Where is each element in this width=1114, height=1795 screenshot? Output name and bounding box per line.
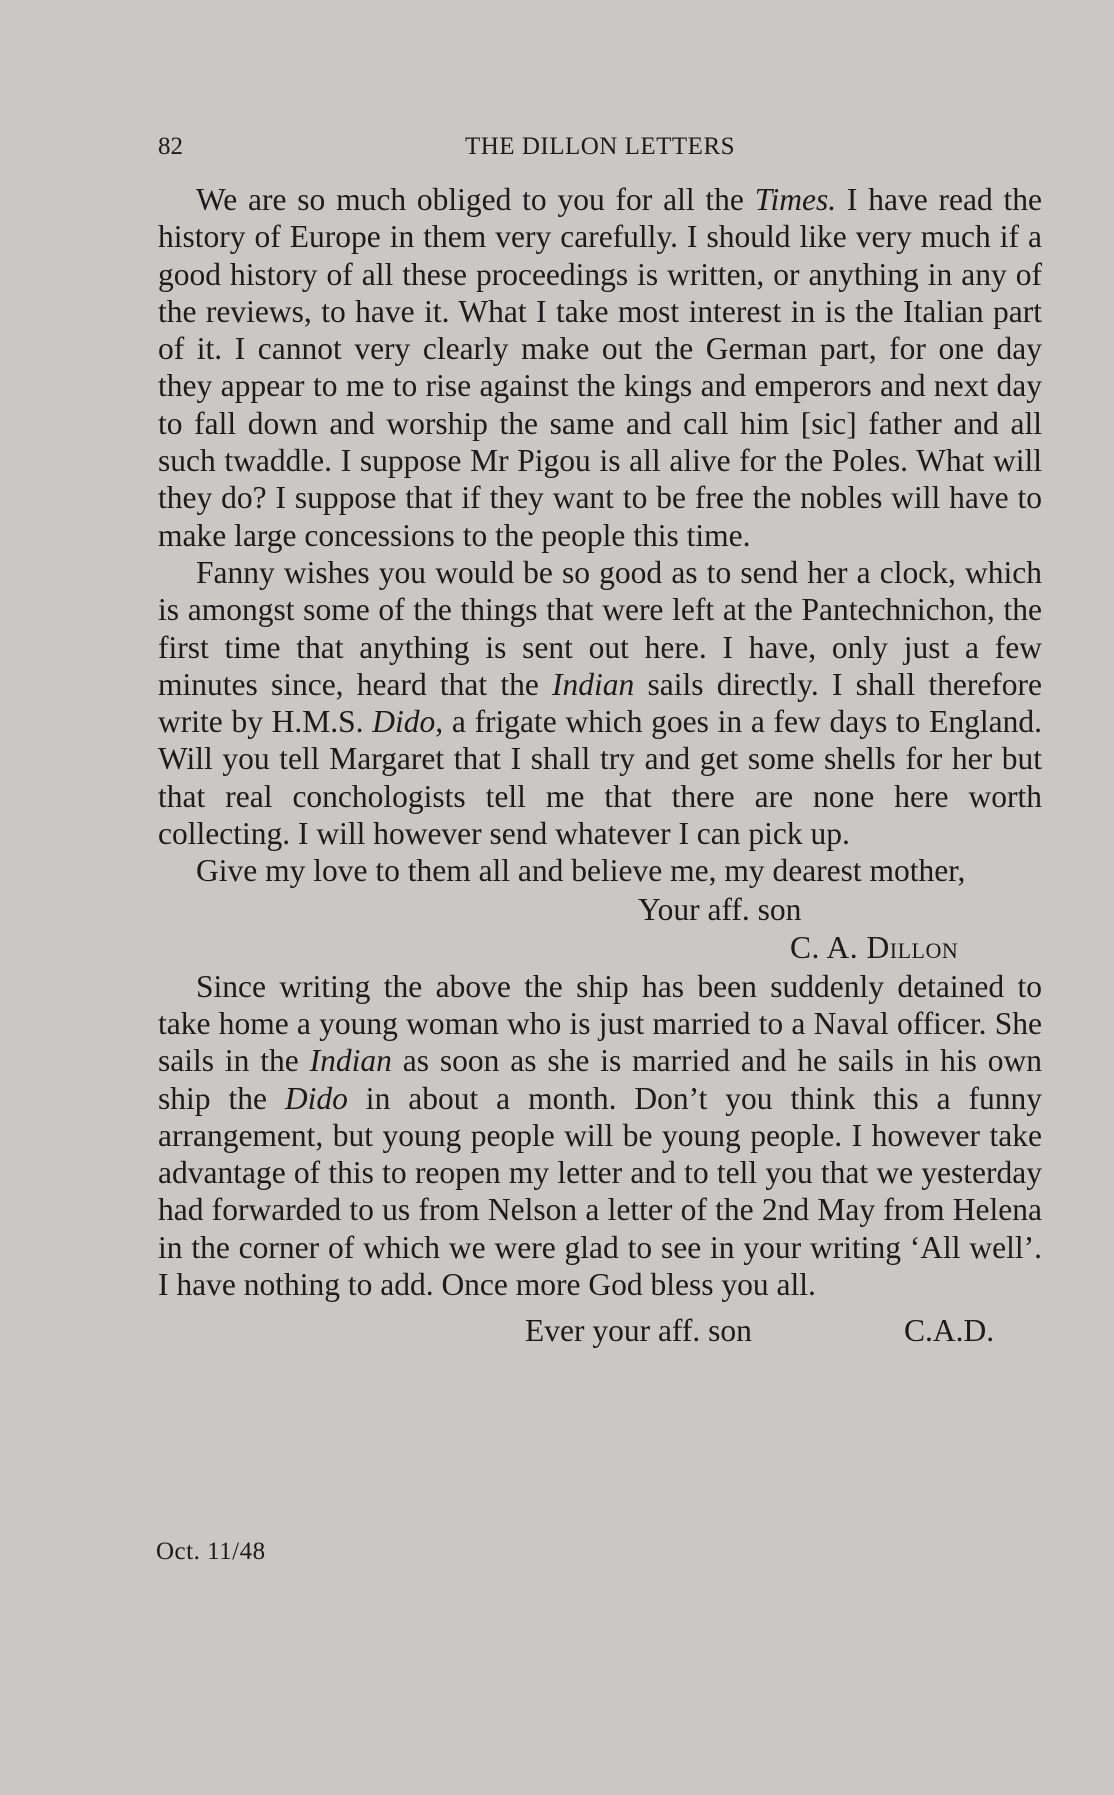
signature: C. A. Dillon xyxy=(790,929,959,965)
paragraph-2 xyxy=(158,554,1042,852)
running-header xyxy=(158,131,1042,163)
final-valediction: Ever your aff. son xyxy=(525,1313,752,1349)
postscript-text-b: as soon as she is married and he sails in his own ship the xyxy=(158,1043,1042,1116)
paragraph-2-text-b: sails directly. I shall therefore write by H.M.S. xyxy=(158,666,1043,740)
paragraph-1-text-a: We are so much obliged to you for all the xyxy=(196,182,755,217)
indian-italic: Indian xyxy=(552,666,635,702)
postscript-paragraph xyxy=(158,968,1042,1304)
dido-italic: Dido, xyxy=(372,704,444,740)
final-initials: C.A.D. xyxy=(904,1313,995,1349)
letter-date: Oct. 11/48 xyxy=(156,1538,266,1565)
valediction: Your aff. son xyxy=(638,891,802,927)
paragraph-2-text-a: Fanny wishes you would be so good as to send her a clock, which is amongst some of the things that were left at the Pantechnichon, the first time that anything is sent out here. I have, only just a few minutes since, heard that the xyxy=(158,554,1042,702)
paragraph-1 xyxy=(158,181,1042,554)
page-number: 82 xyxy=(158,133,183,160)
running-title: THE DILLON LETTERS xyxy=(464,133,736,160)
paragraph-2-text-c: a frigate which goes in a few days to England. Will you tell Margaret that I shall try and get some shells for her but that real conchologists tell me that there are none here worth collecting. I will however send whatever I can pick up. xyxy=(158,704,1042,852)
postscript-text-a: Since writing the above the ship has been suddenly detained to take home a young woman who is just married to a Naval officer. She sails in the xyxy=(158,968,1042,1079)
postscript-text-c: in about a month. Don’t you think this a funny arrangement, but young people will be young people. I however take advantage of this to reopen my letter and to tell you that we yesterday had forwarded to us from Nelson a letter of the 2nd May from Helena in the corner of which we were glad to see in your writing ‘All well’. I have nothing to add. Once more God bless you all. xyxy=(158,1080,1042,1303)
paragraph-1-text-b: I have read the history of Europe in them very carefully. I should like very much if a good history of all these proceedings is written, or anything in any of the reviews, to have it. What I take most interest in is the Italian part of it. I cannot very clearly make out the German part, for one day they appear to me to rise against the kings and emperors and next day to fall down and worship the same and call him [sic] father and all such twaddle. I suppose Mr Pigou is all alive for the Poles. What will they do? I suppose that if they want to be free the nobles will have to make large concessions to the people this time. xyxy=(158,182,1042,553)
paragraph-3: Give my love to them all and believe me, my dearest mother, xyxy=(196,853,966,889)
letter-body xyxy=(158,181,1042,1353)
final-closing-line xyxy=(158,1309,1042,1353)
dido-italic-2: Dido xyxy=(284,1080,348,1116)
times-italic: Times. xyxy=(754,182,837,217)
indian-italic-2: Indian xyxy=(309,1043,392,1079)
